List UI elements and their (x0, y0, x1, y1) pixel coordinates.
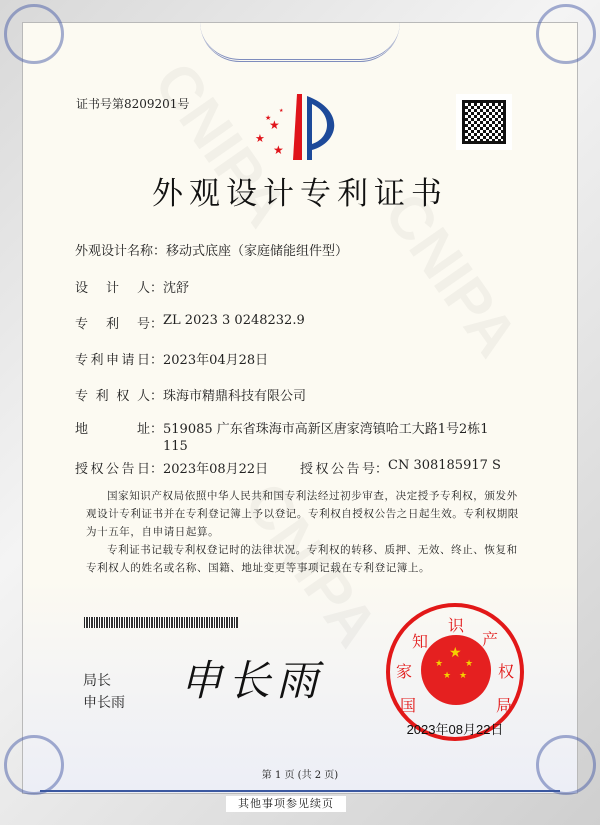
director-name: 申长雨 (83, 694, 125, 710)
label-char: 号： (136, 317, 163, 332)
field-value: 519085 广东省珠海市高新区唐家湾镇哈工大路1号2栋1 115 (163, 422, 489, 454)
field-grant-number (300, 458, 501, 477)
certificate-title: 外观设计专利证书 (152, 176, 448, 212)
seal-char: 局 (496, 696, 513, 715)
label-char: 公 (105, 462, 119, 477)
seal-char: 国 (400, 696, 417, 715)
seal-char: 知 (412, 632, 429, 651)
field-grant-date (75, 458, 268, 477)
top-ornament (200, 22, 400, 62)
signature-glyphs: 申长雨 (180, 656, 325, 705)
field-designer (75, 277, 189, 296)
seal-char: 识 (448, 616, 465, 635)
corner-ornament (536, 735, 596, 795)
label-char: 申 (105, 353, 119, 368)
label-char: 日： (136, 353, 163, 368)
official-seal (386, 603, 524, 741)
svg-text:★: ★ (273, 143, 284, 157)
label-char: 利 (105, 317, 119, 332)
field-value: 移动式底座（家庭储能组件型） (166, 244, 349, 259)
bottom-border-line (40, 790, 560, 792)
svg-text:★: ★ (269, 118, 280, 132)
field-patent-number (75, 313, 305, 332)
field-address (75, 421, 489, 455)
svg-text:★: ★ (255, 132, 265, 145)
field-value: 2023年04月28日 (163, 353, 269, 368)
certificate-number: 证书号第8209201号 (76, 97, 190, 111)
svg-text:★: ★ (279, 108, 284, 114)
director-signature (180, 648, 324, 708)
field-value: ZL 2023 3 0248232.9 (163, 313, 305, 328)
label-char: 公 (330, 462, 344, 477)
label-char: 利 (90, 353, 104, 368)
seal-char: 产 (482, 630, 499, 649)
label-char: 设 (75, 281, 89, 296)
seal-char: 权 (498, 662, 515, 681)
barcode (84, 617, 238, 628)
field-label: 外观设计名称： (75, 244, 167, 259)
corner-ornament (536, 4, 596, 64)
corner-ornament (4, 735, 64, 795)
label-char: 请 (121, 353, 135, 368)
label-char: 授 (300, 462, 314, 477)
seal-char: 家 (396, 662, 413, 681)
field-value: CN 308185917 S (388, 458, 501, 473)
page-indicator: 第 1 页 (共 2 页) (261, 770, 339, 781)
label-char: 号： (361, 462, 388, 477)
label-char: 专 (75, 353, 89, 368)
label-char: 人： (136, 281, 163, 296)
director-title: 局长 (83, 672, 111, 688)
label-char: 告 (346, 462, 360, 477)
field-design-name (75, 240, 348, 259)
legal-paragraph: 国家知识产权局依照中华人民共和国专利法经过初步审查，决定授予专利权，颁发外观设计专利证书并在专利登记簿上予以登记。专利权自授权公告之日起生效。专利权期限为十五年，自申请日起算。 (86, 490, 519, 538)
label-char: 利 (95, 389, 109, 404)
label-char: 专 (75, 389, 89, 404)
footer-note: 其他事项参见续页 (226, 796, 346, 812)
legal-paragraph: 专利证书记载专利权登记时的法律状况。专利权的转移、质押、无效、终止、恢复和专利权人的姓名或名称、国籍、地址变更等事项记载在专利登记簿上。 (86, 544, 518, 574)
label-char: 授 (75, 462, 89, 477)
label-char: 日： (136, 462, 163, 477)
corner-ornament (4, 4, 64, 64)
seal-date: 2023年08月22日 (406, 722, 504, 737)
field-value: 2023年08月22日 (163, 462, 269, 477)
label-char: 专 (75, 317, 89, 332)
svg-text:★: ★ (265, 114, 272, 122)
label-char: 告 (121, 462, 135, 477)
field-application-date (75, 349, 268, 368)
field-value: 沈舒 (163, 281, 190, 296)
label-char: 权 (315, 462, 329, 477)
qr-code[interactable] (456, 94, 512, 150)
field-value: 珠海市精鼎科技有限公司 (163, 389, 307, 404)
label-char: 计 (105, 281, 119, 296)
national-emblem-icon: ★ ★ ★ ★ ★ (421, 635, 491, 705)
label-char: 权 (90, 462, 104, 477)
label-char: 权 (116, 389, 130, 404)
label-char: 人： (136, 389, 163, 404)
label-char: 地 (75, 422, 89, 437)
field-patentee (75, 385, 306, 404)
cnipa-logo (255, 92, 345, 162)
label-char: 址： (136, 422, 163, 437)
